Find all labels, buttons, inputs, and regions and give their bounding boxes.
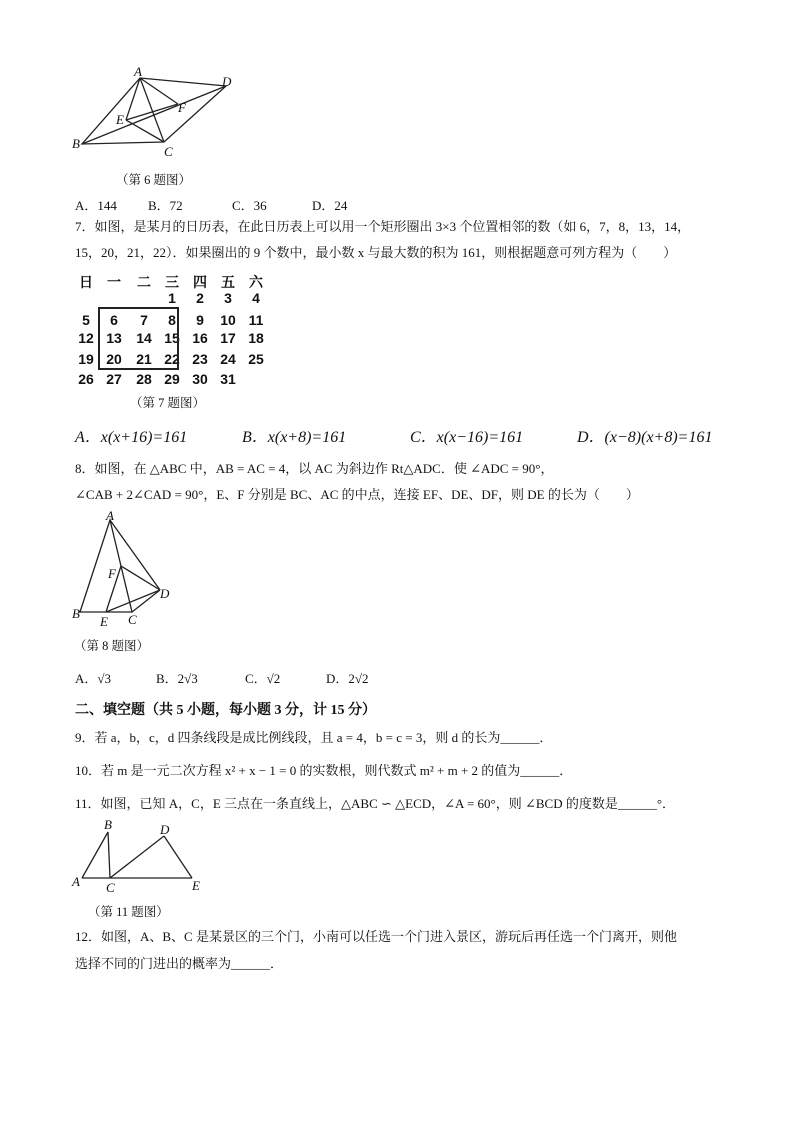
section-2-title: 二、填空题（共 5 小题，每小题 3 分，计 15 分）: [75, 703, 376, 718]
q7-option-c: C．x(x−16)=161: [410, 429, 524, 446]
calendar-day: 19: [78, 351, 94, 367]
q11-label-d: D: [160, 822, 170, 837]
calendar-day: 10: [220, 312, 236, 328]
q7-stem-line2: 15，20，21，22）．如果圈出的 9 个数中，最小数 x 与最大数的积为 161，则根据题意可列方程为（ ）: [75, 245, 677, 260]
weekday-tue: 二: [137, 274, 151, 290]
q7-option-a: A．x(x+16)=161: [75, 429, 188, 446]
calendar-day: 6: [110, 312, 118, 328]
calendar-day: 29: [164, 371, 180, 384]
q8-option-a: A．√3: [75, 671, 112, 686]
calendar-day: 15: [164, 330, 180, 346]
q8-label-b: B: [72, 606, 80, 621]
q6-caption: （第 6 题图）: [116, 173, 192, 187]
q8-stem-line2: ∠CAB + 2∠CAD = 90°，E、F 分别是 BC、AC 的中点，连接 EF、DE、DF，则 DE 的长为（ ）: [75, 487, 639, 502]
calendar-day: 18: [248, 330, 264, 346]
q11-line-bc: [108, 832, 110, 878]
q8-label-f: F: [108, 566, 116, 581]
q11-line-de: [164, 836, 192, 878]
q7-option-d: D．(x−8)(x+8)=161: [577, 429, 713, 446]
calendar-day: 28: [136, 371, 152, 384]
calendar-day: 5: [82, 312, 90, 328]
weekday-sun: 日: [79, 274, 93, 290]
q8-triangle-abc: [80, 520, 132, 612]
calendar-day: 11: [248, 312, 264, 328]
q6-label-c: C: [164, 144, 173, 159]
calendar-day: 16: [192, 330, 208, 346]
calendar-day: 22: [164, 351, 180, 367]
weekday-mon: 一: [107, 274, 121, 290]
q6-option-b: B．72: [148, 198, 183, 213]
q8-line-dc: [132, 590, 160, 612]
q8-option-b: B．2√3: [156, 671, 198, 686]
calendar-day: 20: [106, 351, 122, 367]
q12-stem-line1: 12．如图，A、B、C 是某景区的三个门，小南可以任选一个门进入景区，游玩后再任选一个门离开，则他: [75, 929, 677, 944]
q6-option-d: D．24: [312, 198, 348, 213]
calendar-day: 30: [192, 371, 208, 384]
q12-stem-line2: 选择不同的门进出的概率为______．: [75, 956, 284, 971]
q6-figure: [68, 64, 238, 164]
q6-label-b: B: [72, 136, 80, 151]
weekday-fri: 五: [221, 274, 235, 290]
q8-line-ed: [106, 590, 160, 612]
q11-label-c: C: [106, 880, 115, 895]
calendar-day: 27: [106, 371, 122, 384]
q7-calendar-selection-box: [98, 307, 179, 370]
calendar-day: 3: [224, 290, 232, 306]
calendar-day: 8: [168, 312, 176, 328]
q10-stem: 10．若 m 是一元二次方程 x² + x − 1 = 0 的实数根，则代数式 m² + m + 2 的值为______．: [75, 763, 573, 778]
calendar-day: 1: [168, 290, 176, 306]
q8-option-d: D．2√2: [326, 671, 369, 686]
q8-label-c: C: [128, 612, 137, 627]
q6-option-a: A．144: [75, 198, 117, 213]
calendar-day: 9: [196, 312, 204, 328]
q6-line-ec: [126, 120, 164, 142]
q6-line-ae: [126, 78, 140, 120]
q6-line-bd: [82, 86, 226, 144]
q6-option-c: C．36: [232, 198, 267, 213]
q6-label-f: F: [178, 100, 186, 115]
calendar-day: 12: [78, 330, 94, 346]
calendar-day: 14: [136, 330, 152, 346]
q8-figure: [68, 508, 178, 630]
q8-label-a: A: [106, 508, 114, 523]
q8-line-ad: [110, 520, 160, 590]
q8-label-d: D: [160, 586, 170, 601]
q11-label-a: A: [72, 874, 80, 889]
calendar-day: 4: [252, 290, 260, 306]
q11-label-b: B: [104, 817, 112, 832]
q6-label-e: E: [116, 112, 124, 127]
q6-line-ef: [126, 104, 178, 120]
q8-label-e: E: [100, 614, 108, 629]
calendar-day: 25: [248, 351, 264, 367]
q8-line-fd: [121, 566, 160, 590]
q11-caption: （第 11 题图）: [88, 905, 169, 919]
q9-stem: 9．若 a，b，c，d 四条线段是成比例线段，且 a = 4，b = c = 3，则 d 的长为______．: [75, 730, 553, 745]
q11-figure: [68, 814, 213, 896]
q6-label-a: A: [134, 64, 142, 79]
calendar-day: 26: [78, 371, 94, 384]
calendar-day: 17: [220, 330, 236, 346]
q6-label-d: D: [222, 74, 232, 89]
q6-line-af: [140, 78, 178, 104]
q7-stem-line1: 7．如图，是某月的日历表，在此日历表上可以用一个矩形圈出 3×3 个位置相邻的数（如 6，7，8，13，14，: [75, 219, 691, 234]
q7-option-b: B．x(x+8)=161: [242, 429, 347, 446]
calendar-day: 7: [140, 312, 148, 328]
weekday-sat: 六: [249, 274, 263, 290]
calendar-day: 24: [220, 351, 236, 367]
weekday-wed: 三: [165, 274, 179, 290]
calendar-day: 23: [192, 351, 208, 367]
q7-caption: （第 7 题图）: [130, 396, 206, 410]
q8-caption: （第 8 题图）: [74, 639, 150, 653]
q11-line-ab: [82, 832, 108, 878]
q11-label-e: E: [192, 878, 200, 893]
calendar-day: 2: [196, 290, 204, 306]
calendar-day: 21: [136, 351, 152, 367]
q8-option-c: C．√2: [245, 671, 281, 686]
q11-stem: 11．如图，已知 A，C，E 三点在一条直线上，△ABC ∽ △ECD，∠A = 60°，则 ∠BCD 的度数是______°．: [75, 796, 676, 811]
q11-line-cd: [110, 836, 164, 878]
weekday-thu: 四: [193, 274, 207, 290]
calendar-day: 31: [220, 371, 236, 384]
calendar-day: 13: [106, 330, 122, 346]
q8-stem-line1: 8．如图，在 △ABC 中，AB = AC = 4，以 AC 为斜边作 Rt△ADC．使 ∠ADC = 90°，: [75, 461, 554, 476]
